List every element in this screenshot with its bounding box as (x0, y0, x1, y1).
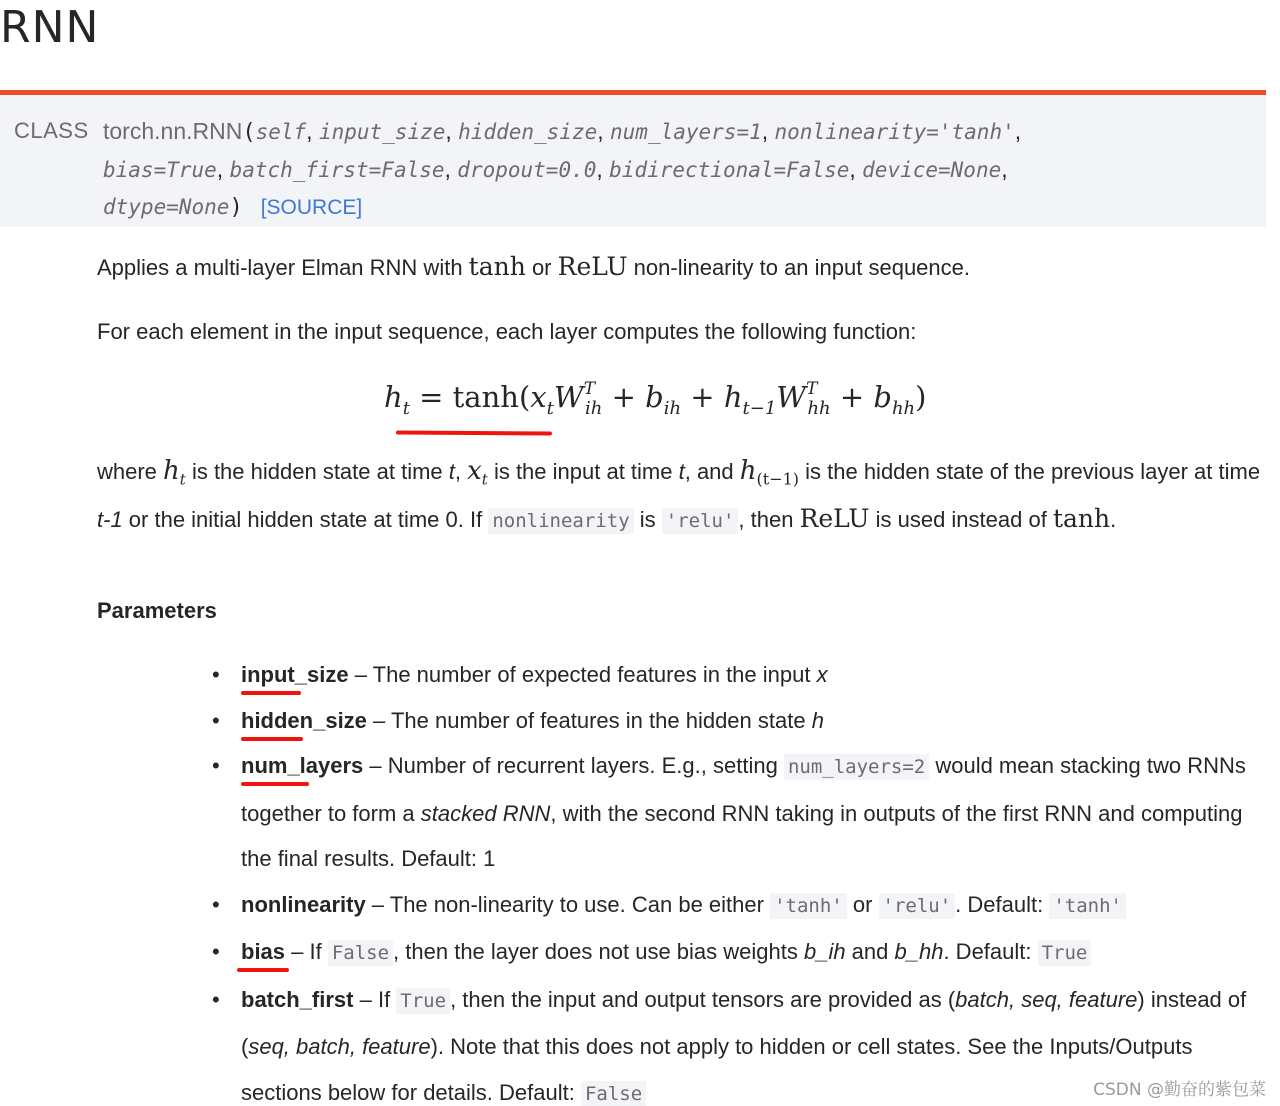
annotation-underline-equation (396, 430, 552, 435)
annotation-underline (241, 691, 301, 695)
sig-param: hidden_size (458, 120, 598, 144)
bullet-icon: • (212, 662, 220, 687)
code-num-layers: num_layers=2 (784, 754, 929, 780)
param-name: hidden_size (241, 708, 367, 733)
class-name: torch.nn.RNN (103, 118, 243, 144)
rnn-equation: $h_t = \tanh(x_tW^T_{ih} + b_{ih} + h_{t-1}W^T_{hh} + b_{hh})$ (384, 379, 927, 419)
class-keyword: CLASS (14, 118, 89, 143)
param-batch-first: • batch_first – If True , then the input and output tensors are provided as (batch, seq, feature) instead of (seq, batch, feature). Note that this does not apply to hidden or cell states. See the Inputs/Outputs sections below for details. Default: False (212, 977, 1272, 1106)
code-false: False (328, 940, 393, 966)
sig-param: bidirectional=False (609, 158, 850, 182)
code-relu: 'relu' (879, 893, 956, 919)
code-true: True (396, 988, 450, 1014)
sig-param: input_size (318, 120, 446, 144)
sig-param: bias=True (103, 158, 217, 182)
code-default-false: False (581, 1081, 646, 1106)
code-relu: 'relu' (662, 508, 739, 534)
param-name: nonlinearity (241, 891, 366, 917)
parameters-heading: Parameters (97, 598, 217, 623)
param-name: bias (241, 939, 285, 964)
bullet-icon: • (212, 986, 220, 1012)
open-paren: ( (242, 120, 256, 145)
param-input-size: • input_size – The number of expected features in the input x (212, 652, 1272, 698)
bullet-icon: • (212, 753, 220, 778)
sig-param: dropout=0.0 (457, 158, 597, 182)
annotation-underline (237, 968, 289, 972)
parameters-list (212, 652, 1272, 1106)
sig-param: device=None (862, 158, 1002, 182)
where-paragraph: where $h_t$ is the hidden state at time t, $x_t$ is the input at time t, and $h_{(t-1)}$ is the hidden state of the previous layer at time t-1 or the initial hidden state at time 0. If nonlinearity is 'relu' , then ReLU is used instead of tanh. (97, 456, 1261, 534)
param-bias: • bias – If False , then the layer does not use bias weights b_ih and b_hh. Default: True (212, 929, 1272, 977)
param-name: input_size (241, 662, 349, 687)
code-default-tanh: 'tanh' (1049, 893, 1126, 919)
code-default-true: True (1038, 940, 1092, 966)
param-name: num_layers (241, 753, 363, 778)
bullet-icon: • (212, 939, 220, 964)
sig-param: dtype=None (103, 195, 230, 219)
param-hidden-size: • hidden_size – The number of features in the hidden state h (212, 698, 1272, 744)
param-num-layers: • num_layers – Number of recurrent layers. E.g., setting num_layers=2 would mean stacking two RNNs together to form a stacked RNN, with the second RNN taking in outputs of the first RNN and computing the final results. Default: 1 (212, 743, 1272, 882)
description (97, 248, 1267, 351)
bullet-icon: • (212, 891, 220, 917)
annotation-underline (241, 737, 303, 741)
math-tanh: tanh (468, 252, 526, 281)
sig-param: nonlinearity='tanh' (774, 120, 1015, 144)
sig-param: num_layers=1 (610, 120, 762, 144)
class-signature: CLASS torch.nn.RNN(self, input_size, hidden_size, num_layers=1, nonlinearity='tanh', bias=True, batch_first=False, dropout=0.0, bidirectional=False, device=None, dtype=None) [SOURCE] (0, 90, 1266, 227)
source-link[interactable]: [SOURCE] (260, 196, 363, 219)
param-name: batch_first (241, 986, 354, 1012)
annotation-underline (241, 782, 309, 786)
compute-paragraph: For each element in the input sequence, each layer computes the following function: (97, 319, 917, 344)
watermark: CSDN @勤奋的紫包菜 (1093, 1080, 1266, 1100)
sig-param: batch_first=False (229, 158, 445, 182)
code-tanh: 'tanh' (770, 893, 847, 919)
intro-paragraph: Applies a multi-layer Elman RNN with tanh or ReLU non-linearity to an input sequence. (97, 252, 970, 281)
param-nonlinearity: • nonlinearity – The non-linearity to use. Can be either 'tanh' or 'relu' . Default: 'tanh' (212, 882, 1272, 930)
bullet-icon: • (212, 707, 220, 733)
math-relu: ReLU (557, 252, 628, 281)
page-title: RNN (0, 2, 100, 53)
close-paren: ) (229, 195, 243, 220)
sig-param: self (255, 120, 307, 144)
code-nonlinearity: nonlinearity (488, 508, 633, 534)
